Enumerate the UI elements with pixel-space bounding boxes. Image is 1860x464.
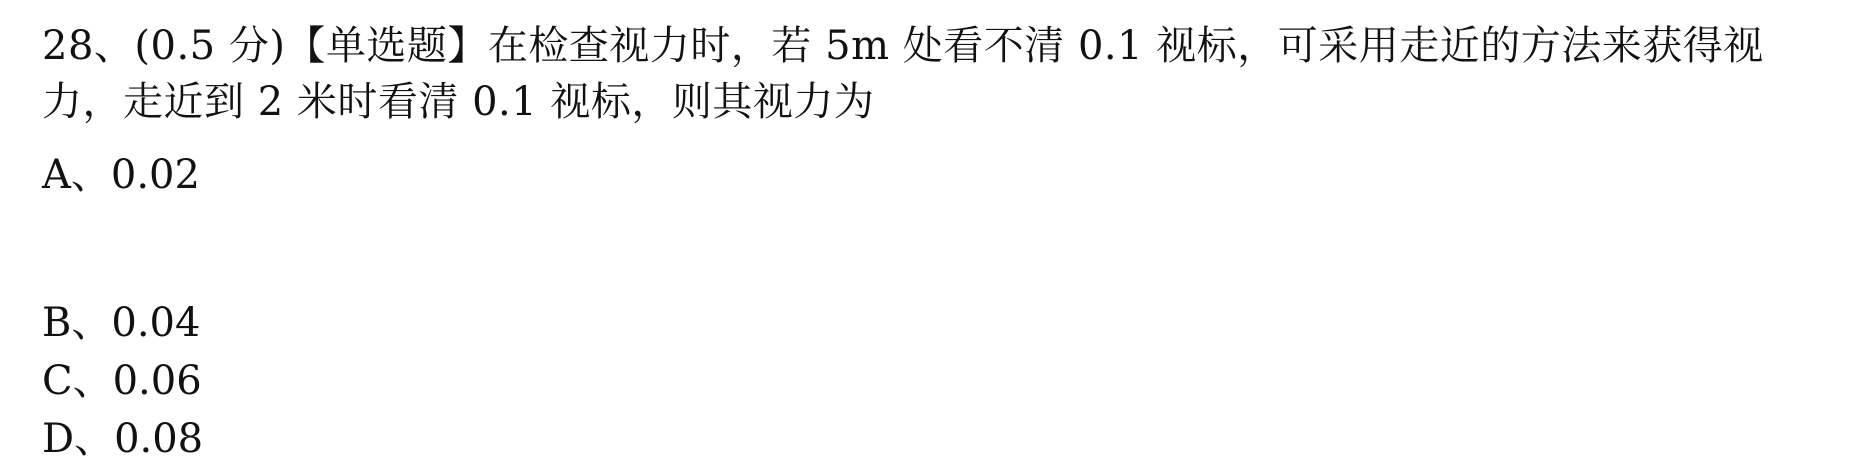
option-b[interactable]: B、0.04 [42,300,201,346]
option-d[interactable]: D、0.08 [42,416,204,462]
question-text: 28、(0.5 分)【单选题】在检查视力时，若 5m 处看不清 0.1 视标，可采用走近的方法来获得视力，走近到 2 米时看清 0.1 视标，则其视力为 [42,23,1764,125]
option-c[interactable]: C、0.06 [42,358,202,404]
option-a[interactable]: A、0.02 [42,152,200,198]
